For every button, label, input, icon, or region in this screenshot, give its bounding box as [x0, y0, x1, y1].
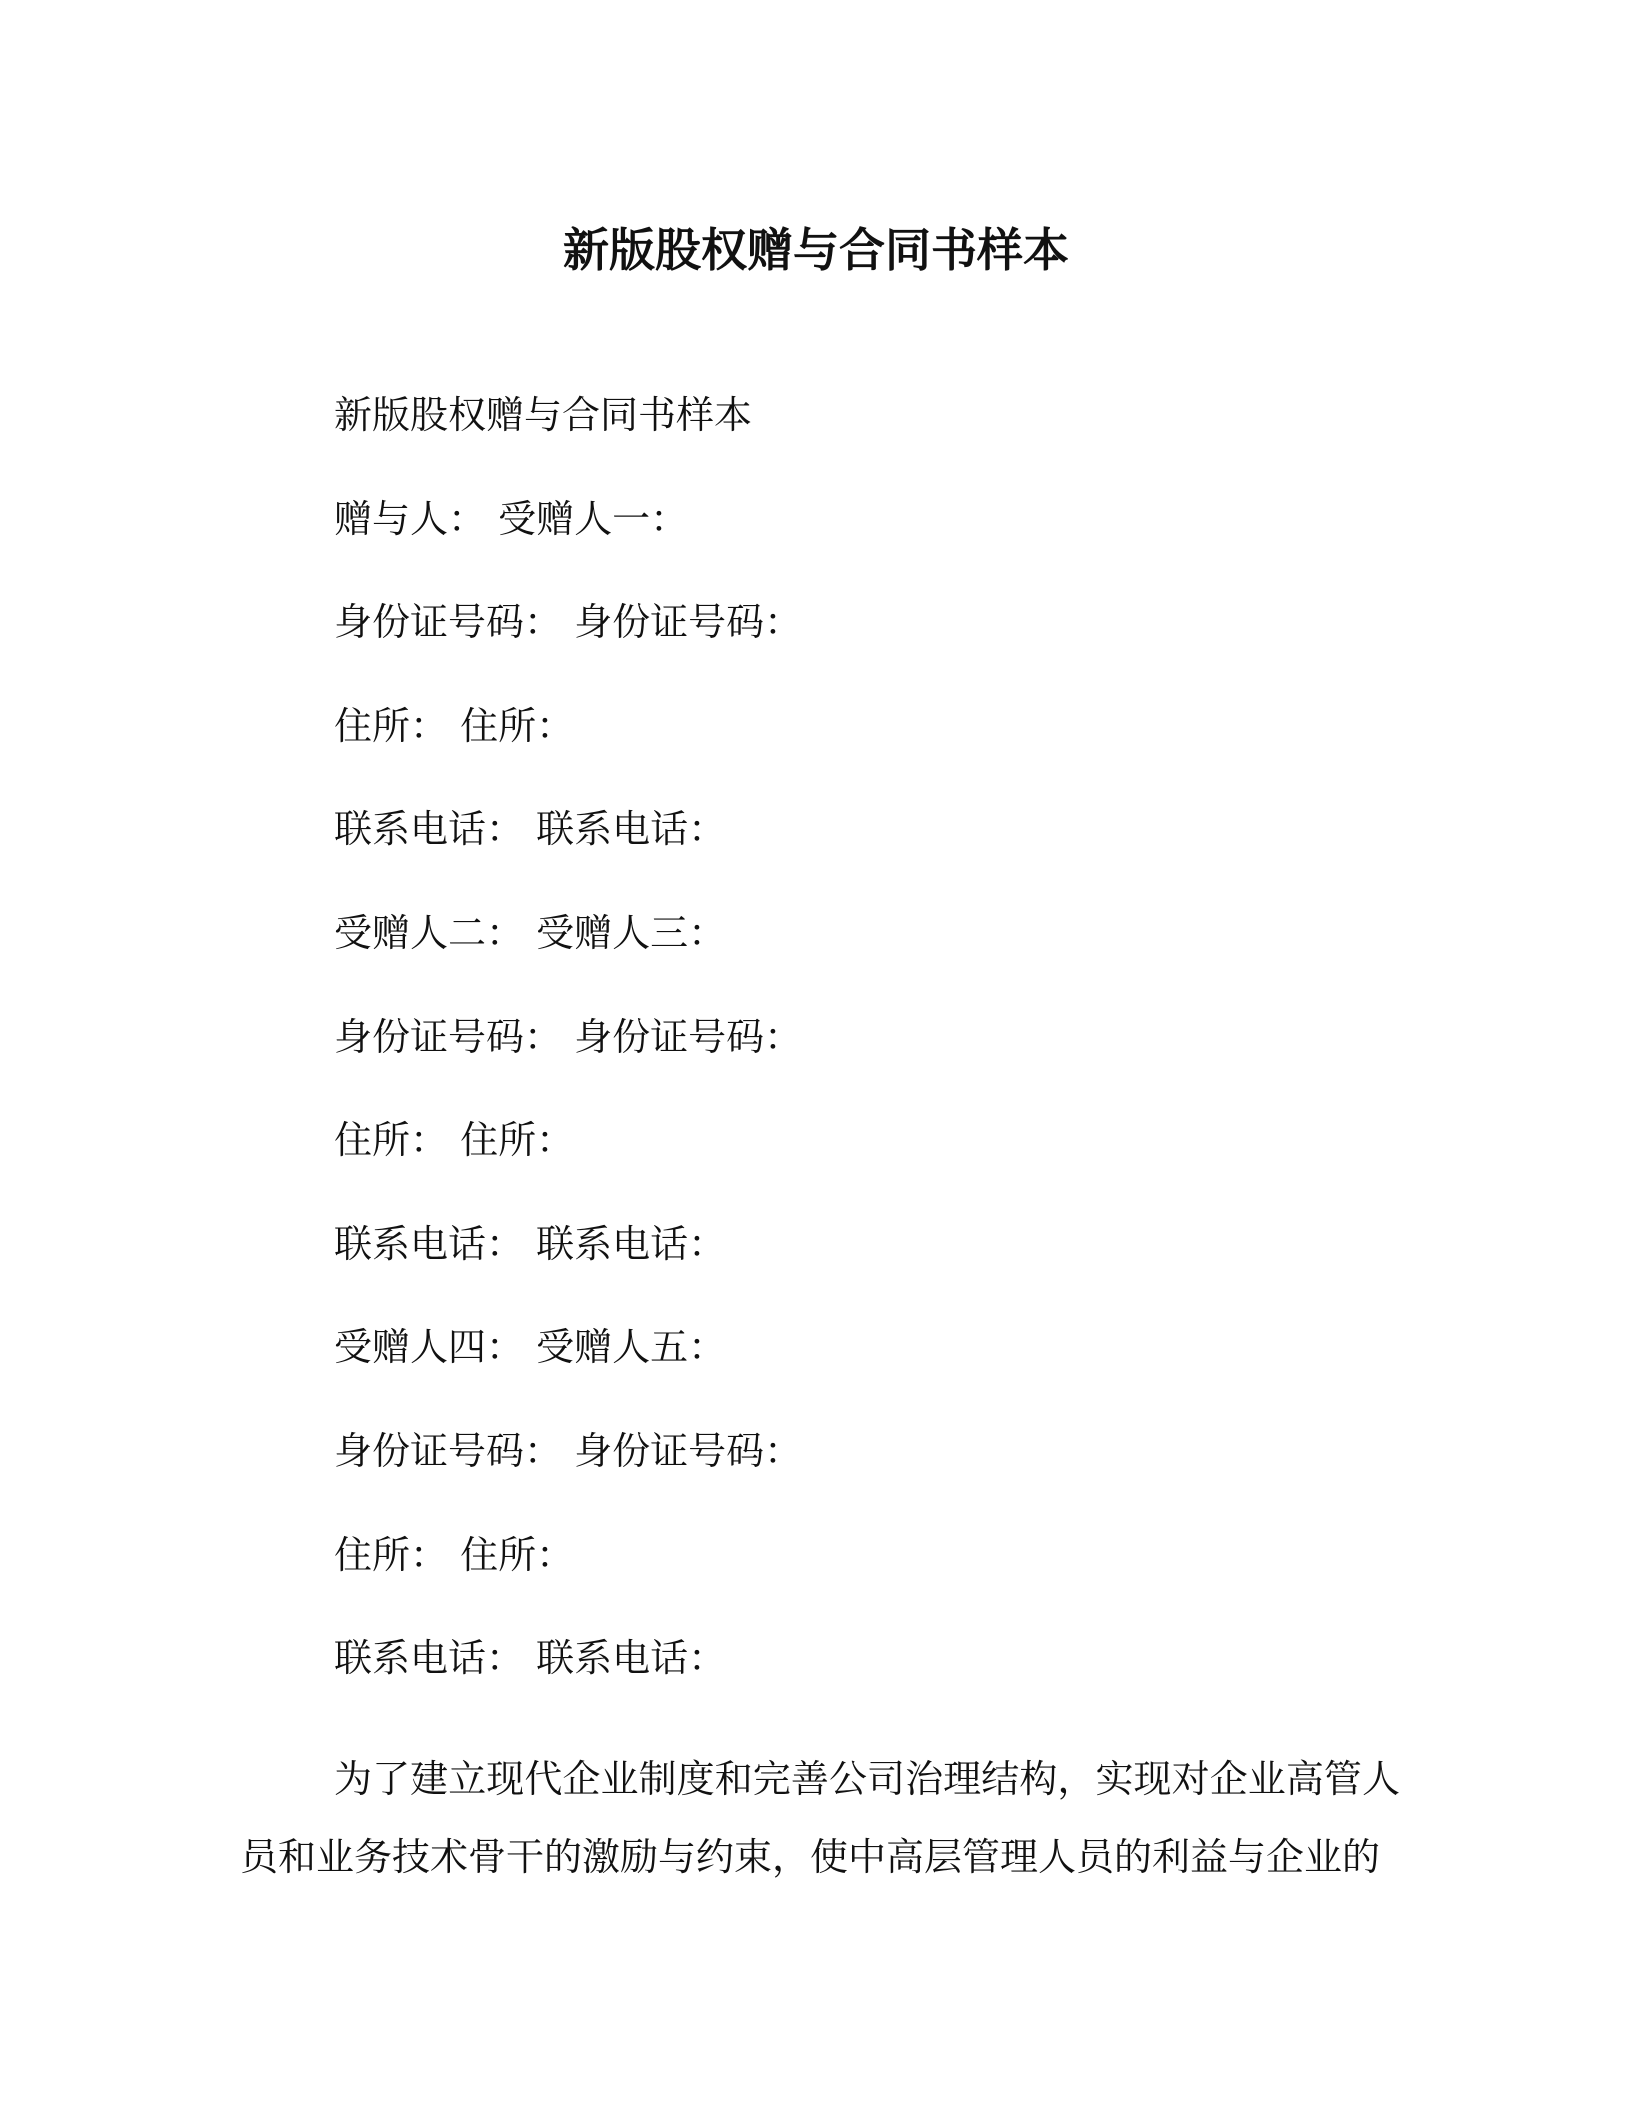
text-line: 身份证号码： 身份证号码：	[334, 1014, 803, 1059]
text-line: 新版股权赠与合同书样本	[334, 393, 753, 437]
body-paragraph: 为了建立现代企业制度和完善公司治理结构，实现对企业高管人员和业务技术骨干的激励与约束，使中高层管理人员的利益与企业的	[240, 1757, 1400, 1879]
document-title: 新版股权赠与合同书样本	[563, 223, 1069, 277]
text-line: 受赠人二： 受赠人三：	[334, 910, 727, 955]
text-line: 身份证号码： 身份证号码：	[334, 600, 803, 645]
text-line: 住所： 住所：	[334, 1532, 575, 1577]
text-line: 身份证号码： 身份证号码：	[334, 1428, 803, 1473]
text-line: 联系电话： 联系电话：	[334, 1221, 727, 1266]
text-line: 赠与人： 受赠人一：	[334, 496, 689, 541]
text-line: 联系电话： 联系电话：	[334, 1636, 727, 1681]
text-line: 住所： 住所：	[334, 1118, 575, 1163]
party-info-lines	[334, 390, 1394, 1737]
text-line: 住所： 住所：	[334, 703, 575, 748]
text-line: 联系电话： 联系电话：	[334, 807, 727, 852]
text-line: 受赠人四： 受赠人五：	[334, 1325, 727, 1370]
